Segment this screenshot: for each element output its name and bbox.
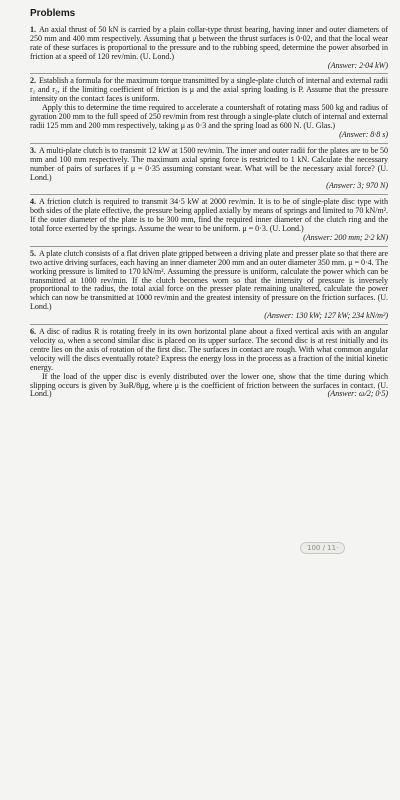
problem-5 [30, 250, 388, 321]
problem-number: 3. [30, 145, 36, 155]
problem-3 [30, 147, 388, 192]
divider [30, 194, 388, 195]
problem-answer: (Answer: 8·8 s) [339, 129, 388, 139]
problem-number: 4. [30, 197, 36, 207]
problem-2 [30, 77, 388, 139]
problem-text: 5. A plate clutch consists of a flat driven plate gripped between a driving plate and presser plate so that there are two active driving surfaces, each having an inner diameter 200 mm and an outer diameter 350 mm. μ = 0·4. The working pressure is limited to 170 kN/m². Assuming the pressure is uniform, calculate the power which can be transmitted at 1000 rev/min. If the clutch becomes worn so that the intensity of pressure is inversely proportional to the radius, the total axial force on the presser plate remaining unaltered, calculate the power which can now be transmitted at 1000 rev/min and the greatest intensity of pressure on the friction surfaces. (U. Lond.) [30, 248, 388, 312]
problem-1 [30, 26, 388, 71]
problem-text: 1. An axial thrust of 50 kN is carried by a plain collar-type thrust bearing, having inner and outer diameters of 250 mm and 400 mm respectively. Assuming that μ between the thrust surfaces is 0·02, and that the local wear rate of these surfaces is proportional to the pressure and to the rubbing speed, determine the power absorbed in friction at a speed of 120 rev/min. (U. Lond.) [30, 24, 388, 61]
problem-answer: (Answer: 200 mm; 2·2 kN) [303, 232, 388, 242]
problem-number: 2. [30, 76, 36, 86]
problem-answer: (Answer: 3; 970 N) [326, 181, 388, 191]
problem-6 [30, 328, 388, 399]
problem-number: 5. [30, 248, 36, 258]
problem-text: 2. Establish a formula for the maximum torque transmitted by a single-plate clutch of internal and external radii r₁ and r₂, if the limiting coefficient of friction is μ and the axial spring loading is P. Assume that the pressure intensity on the contact faces is uniform. [30, 76, 388, 104]
problem-answer: (Answer: 130 kW; 127 kW; 234 kN/m²) [264, 311, 388, 321]
divider [30, 324, 388, 325]
problem-4 [30, 198, 388, 243]
problem-answer: (Answer: ω/2; 0·5) [327, 389, 388, 399]
problem-number: 6. [30, 327, 36, 337]
problem-text: 4. A friction clutch is required to transmit 34·5 kW at 2000 rev/min. It is to be of single-plate disc type with both sides of the plate effective, the pressure being applied axially by means of springs and limited to 70 kN/m². If the outer diameter of the plate is to be 300 mm, find the required inner diameter of the clutch ring and the total force exerted by the springs. Assume the wear to be uniform. μ = 0·3. (U. Lond.) [30, 197, 388, 234]
section-heading: Problems [30, 8, 76, 19]
problems-section [30, 10, 388, 402]
divider [30, 246, 388, 247]
page-number-stamp: 100 / 11· [300, 542, 345, 554]
divider [30, 73, 388, 74]
problem-number: 1. [30, 24, 36, 34]
problem-text: 3. A multi-plate clutch is to transmit 12 kW at 1500 rev/min. The inner and outer radii for the plates are to be 50 mm and 100 mm respectively. The maximum axial spring force is restricted to 1 kN. Calculate the necessary number of pairs of surfaces if μ = 0·35 assuming constant wear. What will be the necessary axial force? (U. Lond.) [30, 145, 388, 182]
problem-answer: (Answer: 2·04 kW) [327, 60, 388, 70]
problem-text-continued: If the load of the upper disc is evenly distributed over the lower one, show that the time during which slipping occurs is given by 3ωR/8μg, where μ is the coefficient of friction between the surfaces in contact. (U. Lond.) (Answer: ω/2; 0·5) [30, 371, 388, 399]
problem-text: 6. A disc of radius R is rotating freely in its own horizontal plane about a fixed vertical axis with an angular velocity ω, when a second similar disc is placed on its upper surface. The second disc is at rest initially and its centre lies on the axis of rotation of the first disc. The surfaces in contact are rough. With what common angular velocity will the discs eventually rotate? Express the energy loss in the process as a fraction of the initial kinetic energy. [30, 327, 388, 372]
problem-text-continued: Apply this to determine the time required to accelerate a countershaft of rotating mass 500 kg and radius of gyration 200 mm to the full speed of 250 rev/min from rest through a single-plate clutch of internal and external radii 125 mm and 200 mm respectively, taking μ as 0·3 and the spring load as 600 N. (U. Glas.) [30, 103, 388, 130]
divider [30, 143, 388, 144]
